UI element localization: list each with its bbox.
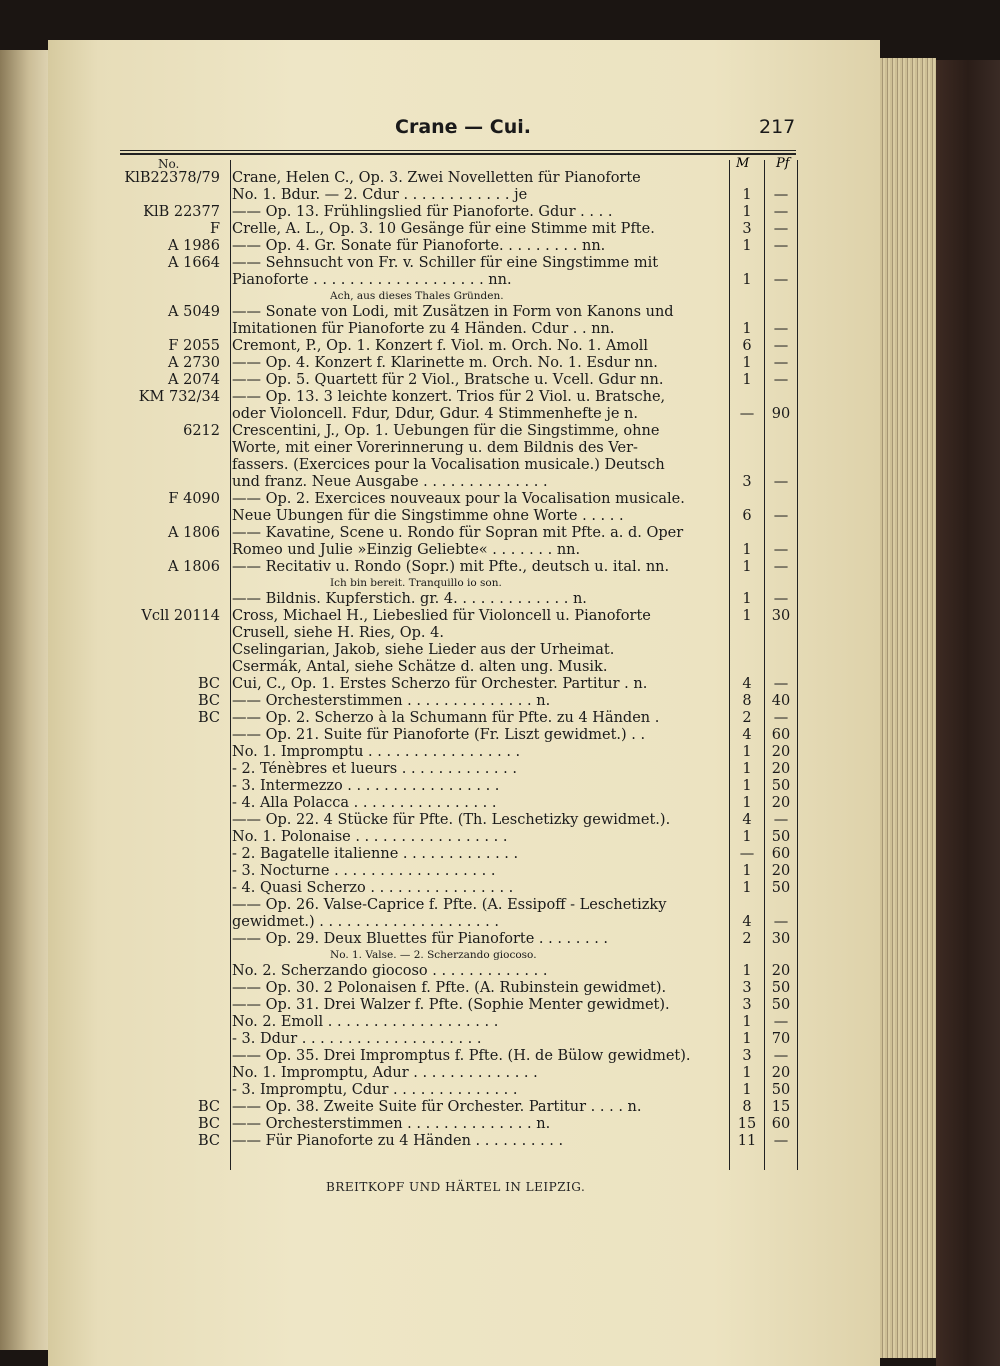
catalog-number: BC [197,1099,220,1115]
entry-text: —— Op. 30. 2 Polonaisen f. Pfte. (A. Rubinstein gewidmet). [232,980,667,996]
page-number: 217 [759,116,796,138]
price-pfennig: 20 [771,863,791,879]
price-mark: 1 [742,238,752,254]
entry-text: —— Op. 2. Exercices nouveaux pour la Vocalisation musicale. [232,491,685,507]
price-pfennig: — [773,204,789,220]
catalog-row [0,980,1000,997]
price-pfennig: 20 [771,795,791,811]
price-mark: 2 [742,710,752,726]
catalog-row [0,255,1000,272]
entry-text: —— Op. 2. Scherzo à la Schumann für Pfte. zu 4 Händen . [232,710,660,726]
catalog-row [0,321,1000,338]
entry-text: gewidmet.) . . . . . . . . . . . . . . . . . . . . [232,914,499,930]
entry-text: und franz. Neue Ausgabe . . . . . . . . . . . . . . [232,474,548,490]
mark-column-header: M [736,156,750,171]
catalog-number: BC [197,710,220,726]
price-pfennig: — [773,914,789,930]
entry-text: —— Op. 35. Drei Impromptus f. Pfte. (H. de Bülow gewidmet). [232,1048,691,1064]
price-mark: 6 [742,338,752,354]
price-mark: 1 [742,1065,752,1081]
catalog-row [0,829,1000,846]
entry-text: Crane, Helen C., Op. 3. Zwei Novelletten für Pianoforte [232,170,641,186]
catalog-number: Vcll 20114 [141,608,220,624]
price-mark: 1 [742,880,752,896]
catalog-row [0,625,1000,642]
entry-text: Crusell, siehe H. Ries, Op. 4. [232,625,444,641]
catalog-row [0,1116,1000,1133]
price-mark: 1 [742,744,752,760]
catalog-row [0,1048,1000,1065]
price-pfennig: 30 [771,931,791,947]
entry-text: —— Bildnis. Kupferstich. gr. 4. . . . . . . . . . . . . n. [232,591,587,607]
entry-text: No. 1. Impromptu . . . . . . . . . . . . . . . . . [232,744,521,760]
entry-text: - 2. Ténèbres et lueurs . . . . . . . . . . . . . [232,761,517,777]
catalog-number: BC [197,1133,220,1149]
price-pfennig: 20 [771,1065,791,1081]
price-mark: 1 [742,608,752,624]
catalog-row [0,963,1000,980]
entry-text: - 2. Bagatelle italienne . . . . . . . . . . . . . [232,846,519,862]
price-pfennig: — [773,221,789,237]
entry-text: Cross, Michael H., Liebeslied für Violoncell u. Pianoforte [232,608,651,624]
price-pfennig: — [773,1048,789,1064]
catalog-row [0,795,1000,812]
price-pfennig: — [773,676,789,692]
top-rule-thick [120,153,796,155]
catalog-row [0,238,1000,255]
catalog-row [0,289,1000,304]
catalog-row [0,778,1000,795]
price-pfennig: 50 [771,997,791,1013]
catalog-row [0,508,1000,525]
catalog-entries [0,170,1000,1150]
catalog-row [0,642,1000,659]
catalog-number: BC [197,676,220,692]
catalog-row [0,406,1000,423]
catalog-number: KlB22378/79 [124,170,220,186]
publisher-footer: BREITKOPF UND HÄRTEL IN LEIPZIG. [326,1180,586,1194]
catalog-row [0,1133,1000,1150]
price-mark: 1 [742,1031,752,1047]
catalog-row [0,812,1000,829]
catalog-row [0,591,1000,608]
price-pfennig: — [773,591,789,607]
catalog-row [0,744,1000,761]
catalog-row [0,457,1000,474]
entry-text: Neue Übungen für die Singstimme ohne Worte . . . . . [232,508,624,524]
catalog-number: A 2730 [168,355,220,371]
price-pfennig: 90 [771,406,791,422]
catalog-row [0,931,1000,948]
price-pfennig: 20 [771,963,791,979]
price-mark: 1 [742,372,752,388]
price-mark: 1 [742,863,752,879]
price-pfennig: — [773,372,789,388]
entry-text: —— Op. 21. Suite für Pianoforte (Fr. Liszt gewidmet.) . . [232,727,646,743]
catalog-number: A 1664 [168,255,220,271]
price-pfennig: — [773,559,789,575]
catalog-number: A 2074 [168,372,220,388]
price-pfennig: — [773,1133,789,1149]
price-mark: 11 [737,1133,757,1149]
catalog-row [0,1031,1000,1048]
entry-text: - 4. Alla Polacca . . . . . . . . . . . . . . . . [232,795,497,811]
price-pfennig: 50 [771,880,791,896]
catalog-row [0,676,1000,693]
entry-text: - 4. Quasi Scherzo . . . . . . . . . . . . . . . . [232,880,514,896]
price-pfennig: — [773,710,789,726]
catalog-row [0,355,1000,372]
entry-text: —— Sehnsucht von Fr. v. Schiller für eine Singstimme mit [232,255,659,271]
price-pfennig: — [773,508,789,524]
entry-text: No. 1. Polonaise . . . . . . . . . . . . . . . . . [232,829,508,845]
entry-text: No. 2. Emoll . . . . . . . . . . . . . . . . . . . [232,1014,499,1030]
catalog-row [0,338,1000,355]
price-pfennig: 60 [771,846,791,862]
catalog-number: F [209,221,220,237]
price-mark: 1 [742,321,752,337]
price-mark: 6 [742,508,752,524]
price-mark: 3 [742,221,752,237]
price-mark: 2 [742,931,752,947]
catalog-number: A 1806 [168,525,220,541]
entry-text: Imitationen für Pianoforte zu 4 Händen. Cdur . . nn. [232,321,615,337]
price-pfennig: — [773,321,789,337]
catalog-row [0,761,1000,778]
catalog-row [0,608,1000,625]
entry-text: No. 1. Valse. — 2. Scherzando giocoso. [330,949,537,961]
catalog-number: A 5049 [168,304,220,320]
price-mark: 1 [742,761,752,777]
price-pfennig: — [773,1014,789,1030]
catalog-number: 6212 [183,423,220,439]
catalog-row [0,304,1000,321]
entry-text: fassers. (Exercices pour la Vocalisation musicale.) Deutsch [232,457,665,473]
entry-text: oder Violoncell. Fdur, Ddur, Gdur. 4 Stimmenhefte je n. [232,406,639,422]
price-mark: 4 [742,914,752,930]
entry-text: —— Op. 29. Deux Bluettes für Pianoforte . . . . . . . . [232,931,609,947]
entry-text: No. 1. Bdur. — 2. Cdur . . . . . . . . . . . . je [232,187,528,203]
entry-text: Cui, C., Op. 1. Erstes Scherzo für Orchester. Partitur . n. [232,676,648,692]
entry-text: Romeo und Julie »Einzig Geliebte« . . . . . . . nn. [232,542,581,558]
catalog-row [0,1065,1000,1082]
price-pfennig: 40 [771,693,791,709]
catalog-number: KM 732/34 [138,389,220,405]
catalog-row [0,997,1000,1014]
catalog-row [0,846,1000,863]
price-mark: 4 [742,727,752,743]
price-mark: 1 [742,795,752,811]
catalog-row [0,727,1000,744]
entry-text: Worte, mit einer Vorerinnerung u. dem Bildnis des Ver- [232,440,638,456]
catalog-row [0,204,1000,221]
price-pfennig: — [773,812,789,828]
entry-text: —— Op. 26. Valse-Caprice f. Pfte. (A. Essipoff - Leschetizky [232,897,667,913]
catalog-row [0,948,1000,963]
price-mark: 1 [742,204,752,220]
price-mark: 8 [742,693,752,709]
entry-text: Cremont, P., Op. 1. Konzert f. Viol. m. Orch. No. 1. Amoll [232,338,649,354]
price-mark: 1 [742,778,752,794]
price-mark: 3 [742,474,752,490]
price-mark: 1 [742,542,752,558]
price-mark: 3 [742,997,752,1013]
price-pfennig: 50 [771,1082,791,1098]
price-pfennig: 70 [771,1031,791,1047]
catalog-row [0,474,1000,491]
entry-text: —— Op. 22. 4 Stücke für Pfte. (Th. Leschetizky gewidmet.). [232,812,671,828]
catalog-number: BC [197,1116,220,1132]
price-pfennig: 15 [771,1099,791,1115]
catalog-row [0,187,1000,204]
entry-text: —— Op. 13. Frühlingslied für Pianoforte. Gdur . . . . [232,204,613,220]
price-pfennig: 50 [771,778,791,794]
price-pfennig: — [773,238,789,254]
entry-text: —— Op. 31. Drei Walzer f. Pfte. (Sophie Menter gewidmet). [232,997,670,1013]
catalog-number-header: No. [158,157,180,171]
catalog-row [0,1099,1000,1116]
catalog-row [0,389,1000,406]
price-mark: 4 [742,812,752,828]
entry-text: - 3. Nocturne . . . . . . . . . . . . . . . . . . [232,863,496,879]
price-pfennig: 30 [771,608,791,624]
catalog-row [0,440,1000,457]
catalog-row [0,659,1000,676]
price-pfennig: — [773,474,789,490]
entry-text: - 3. Intermezzo . . . . . . . . . . . . . . . . . [232,778,500,794]
catalog-row [0,491,1000,508]
catalog-number: F 2055 [168,338,220,354]
catalog-row [0,897,1000,914]
entry-text: —— Recitativ u. Rondo (Sopr.) mit Pfte., deutsch u. ital. nn. [232,559,670,575]
price-mark: 4 [742,676,752,692]
price-pfennig: 20 [771,744,791,760]
entry-text: —— Für Pianoforte zu 4 Händen . . . . . . . . . . [232,1133,564,1149]
price-pfennig: — [773,355,789,371]
catalog-number: F 4090 [168,491,220,507]
entry-text: —— Op. 4. Gr. Sonate für Pianoforte. . . . . . . . . nn. [232,238,606,254]
entry-text: Ach, aus dieses Thales Gründen. [330,290,504,302]
price-mark: 15 [737,1116,757,1132]
catalog-row [0,272,1000,289]
entry-text: Pianoforte . . . . . . . . . . . . . . . . . . . nn. [232,272,512,288]
price-mark: 1 [742,829,752,845]
price-pfennig: 20 [771,761,791,777]
price-pfennig: 50 [771,980,791,996]
running-head: Crane — Cui. [395,116,531,138]
entry-text: Cselingarian, Jakob, siehe Lieder aus der Urheimat. [232,642,615,658]
price-mark: — [739,406,755,422]
price-pfennig: 60 [771,727,791,743]
catalog-row [0,576,1000,591]
entry-text: —— Kavatine, Scene u. Rondo für Sopran mit Pfte. a. d. Oper [232,525,684,541]
entry-text: —— Sonate von Lodi, mit Zusätzen in Form von Kanons und [232,304,674,320]
price-mark: 3 [742,980,752,996]
entry-text: —— Op. 13. 3 leichte konzert. Trios für 2 Viol. u. Bratsche, [232,389,666,405]
price-pfennig: — [773,272,789,288]
catalog-row [0,542,1000,559]
catalog-row [0,710,1000,727]
price-mark: 1 [742,355,752,371]
price-mark: 1 [742,272,752,288]
entry-text: —— Op. 38. Zweite Suite für Orchester. Partitur . . . . n. [232,1099,642,1115]
catalog-row [0,880,1000,897]
catalog-row [0,863,1000,880]
price-mark: 8 [742,1099,752,1115]
price-mark: 1 [742,963,752,979]
entry-text: - 3. Ddur . . . . . . . . . . . . . . . . . . . . [232,1031,482,1047]
catalog-row [0,1014,1000,1031]
catalog-row [0,693,1000,710]
price-pfennig: — [773,542,789,558]
catalog-row [0,423,1000,440]
pfennig-column-header: Pf [776,156,790,171]
catalog-row [0,525,1000,542]
entry-text: Csermák, Antal, siehe Schätze d. alten ung. Musik. [232,659,608,675]
price-mark: 1 [742,187,752,203]
price-mark: 1 [742,559,752,575]
top-rule [120,150,796,151]
price-pfennig: 50 [771,829,791,845]
catalog-row [0,1082,1000,1099]
catalog-number: A 1806 [168,559,220,575]
catalog-row [0,221,1000,238]
price-mark: 3 [742,1048,752,1064]
entry-text: Crelle, A. L., Op. 3. 10 Gesänge für eine Stimme mit Pfte. [232,221,655,237]
catalog-row [0,170,1000,187]
catalog-row [0,914,1000,931]
price-mark: 1 [742,1082,752,1098]
price-mark: 1 [742,591,752,607]
price-mark: — [739,846,755,862]
catalog-number: BC [197,693,220,709]
catalog-row [0,372,1000,389]
price-pfennig: 60 [771,1116,791,1132]
entry-text: No. 2. Scherzando giocoso . . . . . . . . . . . . . [232,963,548,979]
entry-text: Crescentini, J., Op. 1. Uebungen für die Singstimme, ohne [232,423,660,439]
entry-text: Ich bin bereit. Tranquillo io son. [330,577,502,589]
catalog-number: A 1986 [168,238,220,254]
entry-text: —— Op. 5. Quartett für 2 Viol., Bratsche u. Vcell. Gdur nn. [232,372,664,388]
entry-text: —— Orchesterstimmen . . . . . . . . . . . . . . n. [232,1116,551,1132]
price-mark: 1 [742,1014,752,1030]
entry-text: —— Op. 4. Konzert f. Klarinette m. Orch. No. 1. Esdur nn. [232,355,658,371]
price-pfennig: — [773,187,789,203]
entry-text: No. 1. Impromptu, Adur . . . . . . . . . . . . . . [232,1065,538,1081]
entry-text: - 3. Impromptu, Cdur . . . . . . . . . . . . . . [232,1082,518,1098]
price-pfennig: — [773,338,789,354]
entry-text: —— Orchesterstimmen . . . . . . . . . . . . . . n. [232,693,551,709]
catalog-number: KlB 22377 [143,204,220,220]
catalog-row [0,559,1000,576]
